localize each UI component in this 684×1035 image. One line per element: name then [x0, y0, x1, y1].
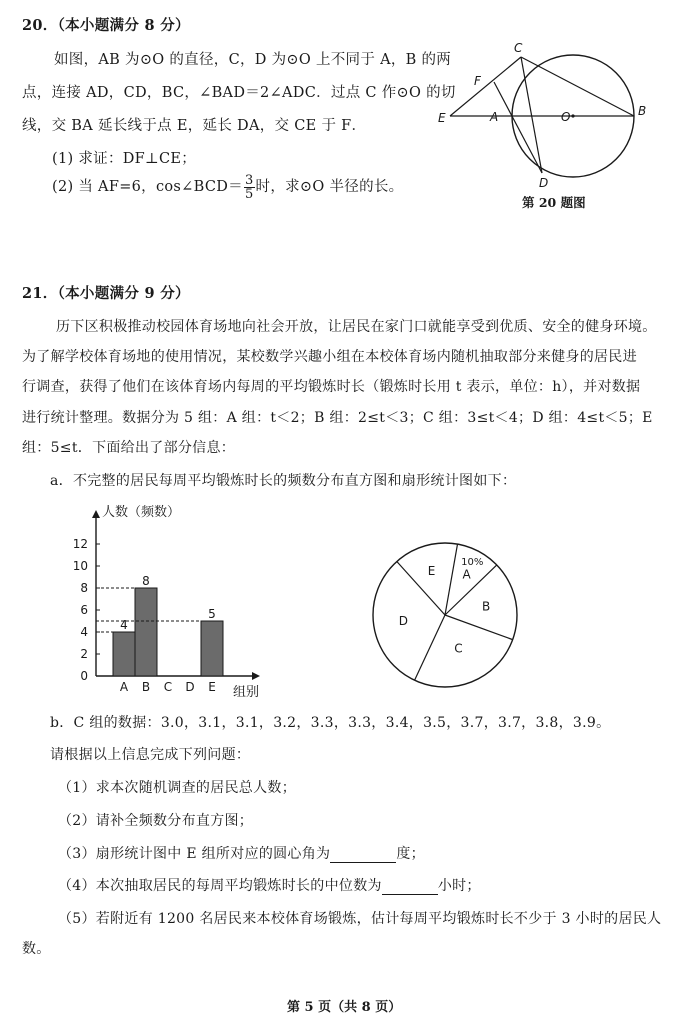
- pie-chart: [365, 535, 525, 695]
- pie-slice-label: C: [454, 641, 463, 656]
- q20-figure-caption: 第 20 题图: [522, 195, 586, 210]
- y-tick-label: 4: [80, 625, 88, 639]
- q20-part2: [52, 172, 403, 202]
- pie-slice-boundary: [445, 615, 513, 640]
- label-e: E: [438, 111, 446, 125]
- line-cb: [521, 57, 634, 116]
- histogram-xlabel: 组别: [233, 685, 260, 700]
- label-o: O: [561, 110, 571, 124]
- q21-paragraph-line3: 行调查，获得了他们在该体育场内每周的平均锻炼时长（锻炼时长用 t 表示，单位：h），并对数据: [22, 379, 641, 395]
- q21-question-4-answer-blank[interactable]: [382, 878, 438, 895]
- x-axis-arrow: [252, 672, 260, 680]
- page-footer: 第 5 页（共 8 页）: [287, 1000, 402, 1015]
- histogram-bar: [135, 588, 157, 676]
- q20-part1: (1) 求证：DF⊥CE；: [52, 151, 197, 167]
- histogram-chart: [60, 500, 275, 705]
- q21-question-4: [58, 875, 481, 895]
- q20-text-line3: 线，交 BA 延长线于点 E，延长 DA，交 CE 于 F．: [22, 118, 367, 134]
- q21-question-5-line2: 数。: [22, 941, 51, 957]
- center-point: [571, 114, 574, 117]
- line-cd: [521, 57, 542, 173]
- y-tick-label: 0: [80, 669, 88, 683]
- label-f: F: [474, 74, 481, 88]
- x-tick-label: C: [163, 680, 173, 694]
- label-a: A: [490, 110, 499, 124]
- q20-fraction-den: 5: [244, 186, 254, 202]
- y-tick-label: 8: [80, 581, 88, 595]
- x-tick-label: B: [141, 680, 151, 694]
- x-tick-label: A: [119, 680, 129, 694]
- q21-header: 21．（本小题满分 9 分）: [22, 285, 190, 302]
- y-tick-label: 2: [80, 647, 88, 661]
- y-tick-label: 6: [80, 603, 88, 617]
- q20-text-line2: 点，连接 AD，CD，BC，∠BAD＝2∠ADC．过点 C 作⊙O 的切: [22, 85, 456, 101]
- q21-paragraph-line1: 历下区积极推动校园体育场地向社会开放，让居民在家门口就能享受到优质、安全的健身环境。: [56, 319, 657, 335]
- q21-prompt: 请根据以上信息完成下列问题：: [50, 747, 251, 763]
- q21-question-3: [58, 843, 425, 863]
- bar-data-label: 4: [120, 618, 128, 632]
- label-d: D: [539, 176, 549, 190]
- q21-question-3-text: （3）扇形统计图中 E 组所对应的圆心角为: [58, 846, 331, 862]
- pie-slice-boundary: [397, 561, 445, 615]
- q20-header: 20．（本小题满分 8 分）: [22, 17, 190, 34]
- y-tick-label: 12: [72, 537, 88, 551]
- pie-slice-boundary: [415, 615, 445, 680]
- tangent-ec: [450, 57, 521, 116]
- bar-data-label: 8: [142, 574, 150, 588]
- x-tick-label: E: [208, 680, 216, 694]
- histogram-ylabel: 人数（频数）: [102, 505, 181, 520]
- q21-question-1: （1）求本次随机调查的居民总人数；: [58, 780, 297, 796]
- label-c: C: [514, 41, 523, 55]
- q20-part2-before: (2) 当 AF=6，cos∠BCD＝: [52, 179, 243, 195]
- y-tick-label: 10: [72, 559, 88, 573]
- q20-geometry-figure: [430, 30, 660, 195]
- q21-question-4-text: （4）本次抽取居民的每周平均锻炼时长的中位数为: [58, 878, 382, 894]
- pie-slice-label: D: [398, 613, 409, 628]
- pie-slice-value-label: 10%: [461, 556, 484, 568]
- q21-info-b: b．C 组的数据：3.0，3.1，3.1，3.2，3.3，3.3，3.4，3.5，3.7，3.7，3.8，3.9。: [50, 715, 611, 731]
- q20-part2-after: 时，求⊙O 半径的长。: [255, 179, 404, 195]
- q21-paragraph-line5: 组：5≤t．下面给出了部分信息：: [22, 440, 236, 456]
- label-b: B: [638, 104, 647, 118]
- histogram-bar: [113, 632, 135, 676]
- q21-question-2: （2）请补全频数分布直方图；: [58, 813, 254, 829]
- q20-fraction-num: 3: [244, 172, 254, 188]
- line-fd: [494, 82, 542, 173]
- q21-question-4-suffix: 小时；: [437, 878, 481, 894]
- q21-paragraph-line4: 进行统计整理。数据分为 5 组：A 组：t＜2；B 组：2≤t＜3；C 组：3≤t＜4；D 组：4≤t＜5；E: [22, 410, 653, 426]
- q20-text-line1: 如图，AB 为⊙O 的直径，C，D 为⊙O 上不同于 A，B 的两: [54, 52, 452, 68]
- x-tick-label: D: [185, 680, 195, 694]
- pie-slice-label: A: [462, 567, 471, 582]
- pie-slice-label: E: [427, 564, 436, 579]
- q21-info-a: a．不完整的居民每周平均锻炼时长的频数分布直方图和扇形统计图如下：: [50, 473, 517, 489]
- q21-question-3-answer-blank[interactable]: [330, 846, 396, 863]
- bar-data-label: 5: [208, 607, 216, 621]
- pie-slice-label: B: [481, 599, 491, 614]
- y-axis-arrow: [92, 510, 100, 518]
- q21-question-3-suffix: 度；: [396, 846, 425, 862]
- q21-question-5-line1: （5）若附近有 1200 名居民来本校体育场锻炼，估计每周平均锻炼时长不少于 3 小时的居民人: [58, 911, 662, 927]
- histogram-bar: [201, 621, 223, 676]
- q20-fraction: [244, 174, 255, 201]
- q21-paragraph-line2: 为了解学校体育场地的使用情况，某校数学兴趣小组在本校体育场内随机抽取部分来健身的居民进: [22, 349, 637, 365]
